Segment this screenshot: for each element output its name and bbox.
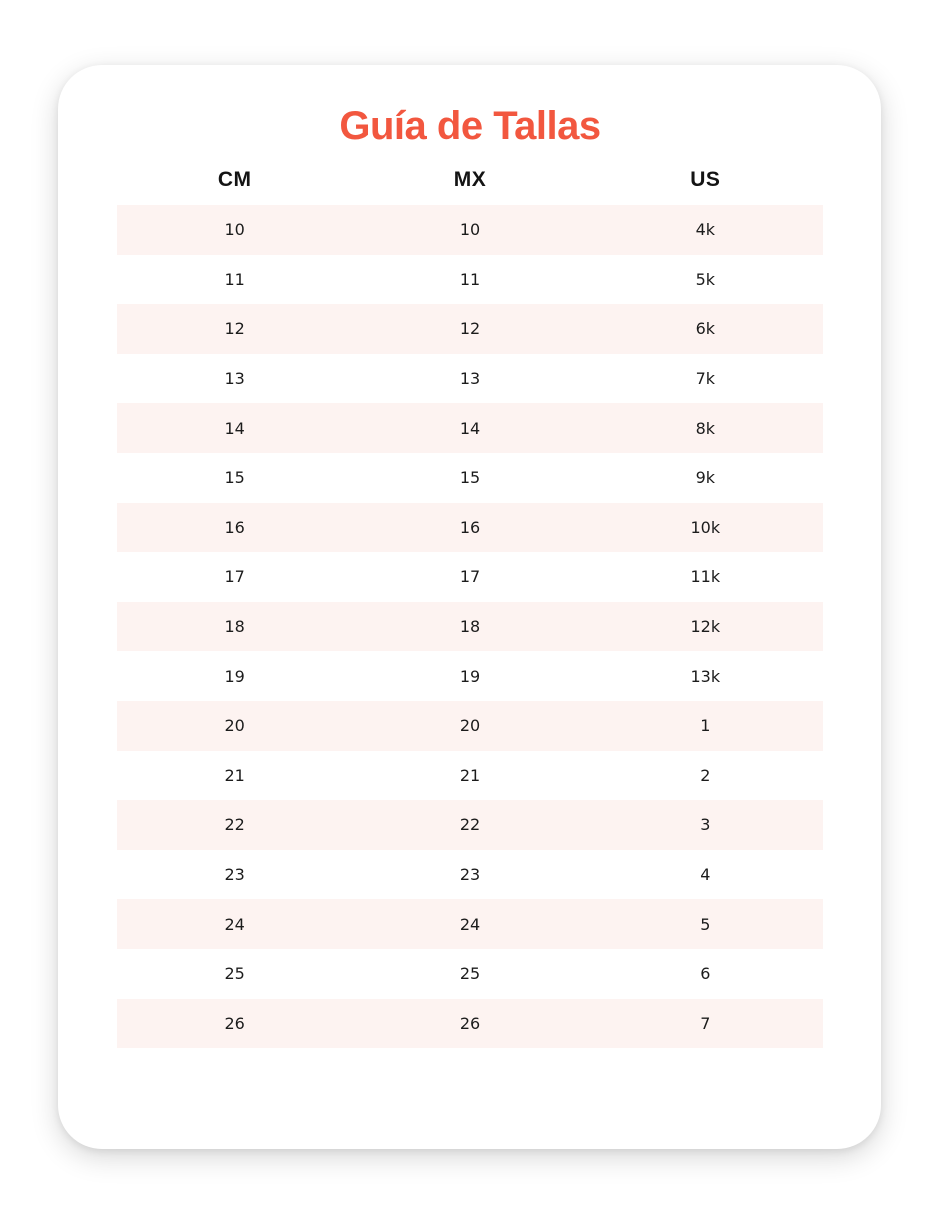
table-row bbox=[117, 403, 823, 453]
cell-mx: 12 bbox=[459, 319, 481, 339]
cell-mx: 14 bbox=[459, 418, 481, 438]
cell-mx: 25 bbox=[459, 964, 481, 984]
cell-cm: 18 bbox=[224, 617, 245, 637]
table-row bbox=[117, 899, 823, 949]
cell-us: 6 bbox=[700, 964, 711, 984]
cell-cm: 19 bbox=[224, 666, 245, 686]
cell-cm: 20 bbox=[224, 716, 245, 736]
cell-cm: 16 bbox=[224, 517, 245, 537]
cell-cm: 21 bbox=[224, 765, 245, 785]
table-row bbox=[117, 701, 823, 751]
cell-mx: 16 bbox=[459, 517, 481, 537]
cell-mx: 24 bbox=[459, 914, 481, 934]
cell-mx: 22 bbox=[459, 815, 481, 835]
cell-us: 4 bbox=[700, 865, 711, 885]
cell-cm: 25 bbox=[224, 964, 245, 984]
table-row bbox=[117, 751, 823, 801]
cell-us: 12k bbox=[690, 617, 721, 637]
cell-cm: 26 bbox=[224, 1013, 245, 1033]
cell-us: 7k bbox=[695, 369, 716, 389]
cell-mx: 20 bbox=[459, 716, 481, 736]
cell-mx: 17 bbox=[459, 567, 481, 587]
table-row bbox=[117, 999, 823, 1049]
column-header-cm: CM bbox=[217, 168, 252, 191]
column-header-us: US bbox=[690, 168, 721, 191]
cell-us: 6k bbox=[695, 319, 716, 339]
cell-cm: 11 bbox=[224, 269, 245, 289]
cell-mx: 19 bbox=[459, 666, 481, 686]
cell-mx: 11 bbox=[459, 269, 481, 289]
cell-us: 1 bbox=[700, 716, 711, 736]
cell-us: 13k bbox=[690, 666, 721, 686]
table-row bbox=[117, 304, 823, 354]
cell-mx: 23 bbox=[459, 865, 481, 885]
table-row bbox=[117, 354, 823, 404]
table-row bbox=[117, 850, 823, 900]
cell-cm: 14 bbox=[224, 418, 245, 438]
cell-cm: 17 bbox=[224, 567, 245, 587]
cell-us: 5 bbox=[700, 914, 711, 934]
cell-mx: 18 bbox=[459, 617, 481, 637]
size-table bbox=[117, 155, 823, 1048]
table-row bbox=[117, 602, 823, 652]
table-header-row bbox=[117, 155, 823, 205]
table-row bbox=[117, 255, 823, 305]
table-row bbox=[117, 503, 823, 553]
cell-cm: 15 bbox=[224, 468, 245, 488]
table-row bbox=[117, 552, 823, 602]
cell-cm: 13 bbox=[224, 369, 245, 389]
cell-mx: 15 bbox=[459, 468, 481, 488]
cell-mx: 13 bbox=[459, 369, 481, 389]
page-title: Guía de Tallas bbox=[339, 104, 601, 148]
cell-us: 8k bbox=[695, 418, 716, 438]
column-header-mx: MX bbox=[453, 168, 487, 191]
cell-mx: 10 bbox=[459, 220, 481, 240]
table-row bbox=[117, 453, 823, 503]
cell-us: 4k bbox=[695, 220, 716, 240]
cell-cm: 22 bbox=[224, 815, 245, 835]
cell-us: 2 bbox=[700, 765, 711, 785]
table-row bbox=[117, 651, 823, 701]
cell-us: 11k bbox=[690, 567, 721, 587]
table-row bbox=[117, 800, 823, 850]
cell-cm: 12 bbox=[224, 319, 245, 339]
table-row bbox=[117, 205, 823, 255]
cell-mx: 21 bbox=[459, 765, 481, 785]
cell-cm: 24 bbox=[224, 914, 245, 934]
cell-cm: 10 bbox=[224, 220, 245, 240]
cell-cm: 23 bbox=[224, 865, 245, 885]
table-body bbox=[117, 205, 823, 1048]
cell-us: 9k bbox=[695, 468, 716, 488]
table-row bbox=[117, 949, 823, 999]
cell-us: 7 bbox=[700, 1013, 711, 1033]
cell-us: 5k bbox=[695, 269, 716, 289]
cell-mx: 26 bbox=[459, 1013, 481, 1033]
cell-us: 10k bbox=[690, 517, 721, 537]
cell-us: 3 bbox=[700, 815, 711, 835]
